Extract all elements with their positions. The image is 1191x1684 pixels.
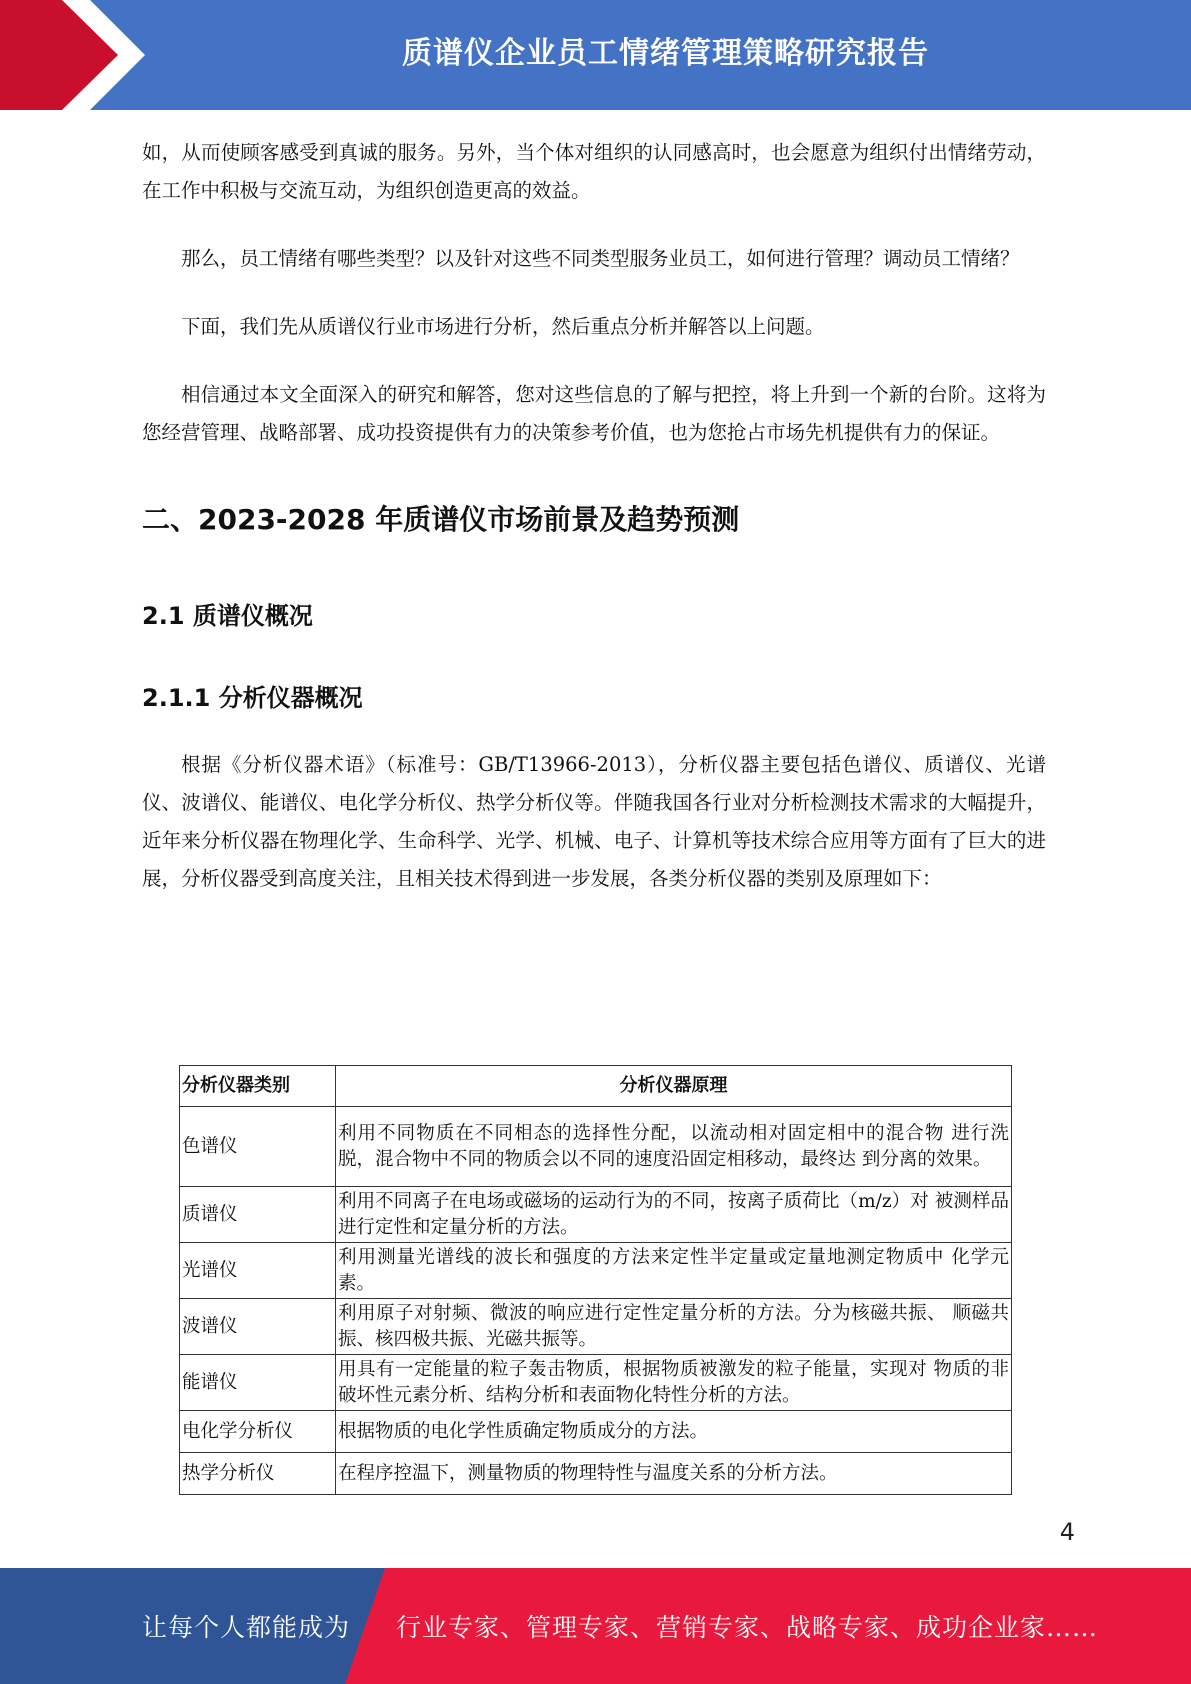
principle-cell: 根据物质的电化学性质确定物质成分的方法。	[336, 1411, 1012, 1453]
footer-slogan-right: 行业专家、管理专家、营销专家、战略专家、成功企业家……	[396, 1613, 1099, 1642]
body-paragraph: 那么，员工情绪有哪些类型？以及针对这些不同类型服务业员工，如何进行管理？调动员工情绪？	[181, 247, 1020, 270]
section-heading: 二、2023-2028 年质谱仪市场前景及趋势预测	[142, 503, 740, 536]
footer-slogan-left: 让每个人都能成为	[142, 1613, 351, 1642]
header-arrow-decoration	[0, 0, 160, 110]
intro-paragraph: 根据《分析仪器术语》（标准号：GB/T13966-2013），分析仪器主要包括色谱仪、质谱仪、光谱仪、波谱仪、能谱仪、电化学分析仪、热学分析仪等。伴随我国各行业对分析检测技术需求的大幅提升，近年来分析仪器在物理化学、生命科学、光学、机械、电子、计算机等技术综合应用等方面有了巨大的进展，分析仪器受到高度关注，且相关技术得到进一步发展，各类分析仪器的类别及原理如下：	[142, 753, 1046, 890]
table-row	[180, 1243, 1012, 1299]
body-paragraph: 下面，我们先从质谱仪行业市场进行分析，然后重点分析并解答以上问题。	[181, 315, 825, 338]
table-row	[180, 1107, 1012, 1187]
table-row	[180, 1187, 1012, 1243]
category-cell: 能谱仪	[180, 1355, 336, 1411]
category-cell: 电化学分析仪	[180, 1411, 336, 1453]
table-header-row	[180, 1066, 1012, 1107]
report-title: 质谱仪企业员工情绪管理策略研究报告	[402, 36, 929, 71]
principle-cell: 利用不同离子在电场或磁场的运动行为的不同，按离子质荷比（m/z）对 被测样品进行定性和定量分析的方法。	[336, 1187, 1012, 1243]
column-header-category: 分析仪器类别	[180, 1066, 336, 1107]
header-band	[0, 0, 1191, 110]
category-cell: 质谱仪	[180, 1187, 336, 1243]
principle-cell: 在程序控温下，测量物质的物理特性与温度关系的分析方法。	[336, 1453, 1012, 1495]
principle-cell: 利用原子对射频、微波的响应进行定性定量分析的方法。分为核磁共振、 顺磁共振、核四极共振、光磁共振等。	[336, 1299, 1012, 1355]
table-row	[180, 1453, 1012, 1495]
footer-band	[0, 1568, 1191, 1684]
category-cell: 波谱仪	[180, 1299, 336, 1355]
table-row	[180, 1355, 1012, 1411]
body-paragraph: 相信通过本文全面深入的研究和解答，您对这些信息的了解与把控，将上升到一个新的台阶。这将为您经营管理、战略部署、成功投资提供有力的决策参考价值，也为您抢占市场先机提供有力的保证。	[142, 383, 1046, 444]
column-header-principle: 分析仪器原理	[336, 1066, 1012, 1107]
instrument-table	[179, 1065, 1012, 1495]
principle-cell: 用具有一定能量的粒子轰击物质，根据物质被激发的粒子能量，实现对 物质的非破坏性元素分析、结构分析和表面物化特性分析的方法。	[336, 1355, 1012, 1411]
page-content	[142, 134, 1046, 898]
category-cell: 色谱仪	[180, 1107, 336, 1187]
category-cell: 热学分析仪	[180, 1453, 336, 1495]
principle-cell: 利用测量光谱线的波长和强度的方法来定性半定量或定量地测定物质中 化学元素。	[336, 1243, 1012, 1299]
subsubsection-heading: 2.1.1 分析仪器概况	[142, 684, 363, 712]
table-row	[180, 1299, 1012, 1355]
body-paragraph: 如，从而使顾客感受到真诚的服务。另外，当个体对组织的认同感高时，也会愿意为组织付出情绪劳动，在工作中积极与交流互动，为组织创造更高的效益。	[142, 141, 1046, 202]
principle-cell: 利用不同物质在不同相态的选择性分配，以流动相对固定相中的混合物 进行洗脱，混合物中不同的物质会以不同的速度沿固定相移动，最终达 到分离的效果。	[336, 1107, 1012, 1187]
table-row	[180, 1411, 1012, 1453]
page-number: 4	[1059, 1518, 1075, 1546]
category-cell: 光谱仪	[180, 1243, 336, 1299]
subsection-heading: 2.1 质谱仪概况	[142, 602, 313, 630]
